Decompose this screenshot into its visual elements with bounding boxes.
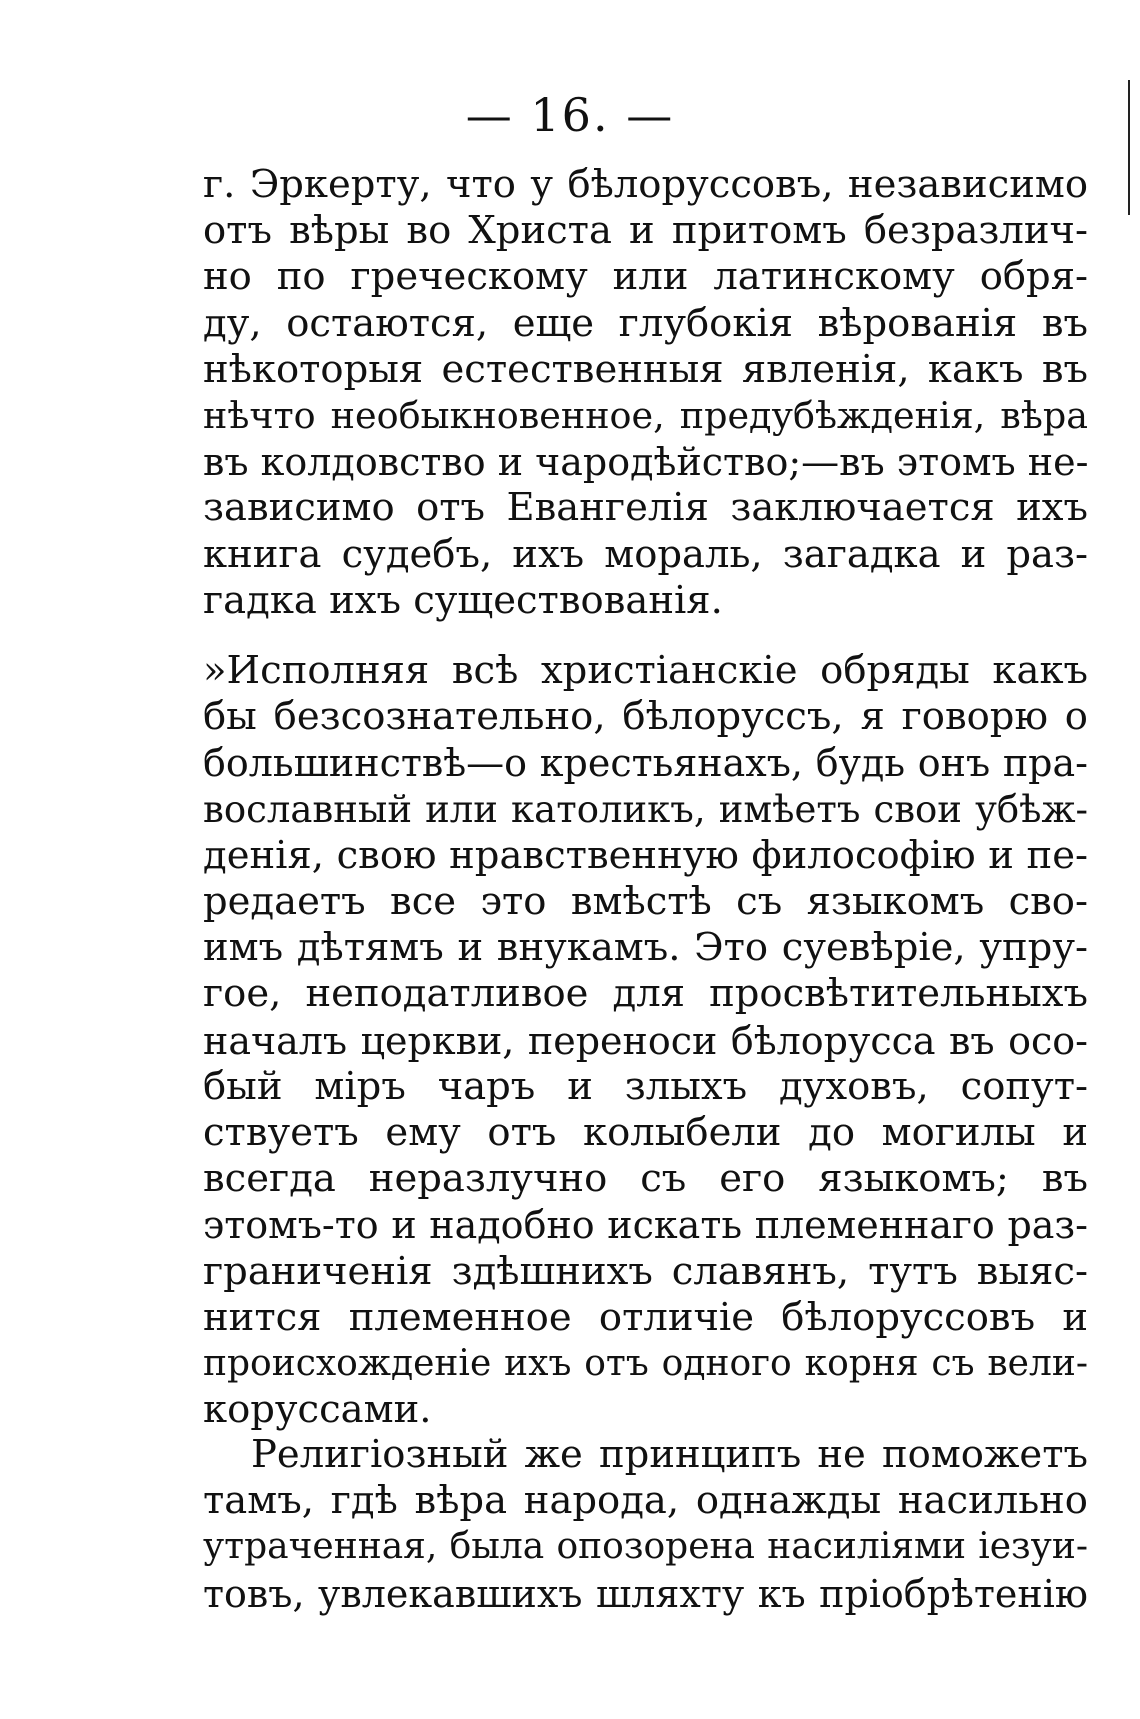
page-number: — 16. — bbox=[465, 88, 675, 142]
text-line: въ колдовство и чародѣйство;—въ этомъ не- bbox=[203, 440, 1089, 485]
paragraph-2 bbox=[203, 648, 1088, 1433]
text-line: нѣкоторыя естественныя явленія, какъ въ bbox=[203, 346, 1088, 392]
text-line: имъ дѣтямъ и внукамъ. Это суевѣріе, упру- bbox=[203, 925, 1088, 971]
text-line: нѣчто необыкновенное, предубѣжденія, вѣра bbox=[203, 394, 1088, 438]
text-line: товъ, увлекавшихъ шляхту къ пріобрѣтенію bbox=[203, 1571, 1088, 1616]
paragraph-3 bbox=[203, 1432, 1088, 1617]
text-line: но по греческому или латинскому обря- bbox=[203, 254, 1088, 300]
paragraph-1 bbox=[203, 162, 1088, 624]
text-line: утраченная, была опозорена насиліями іезуи- bbox=[203, 1526, 1088, 1568]
page-edge-mark bbox=[1128, 80, 1130, 215]
text-line: коруссами. bbox=[203, 1387, 432, 1433]
text-line: началъ церкви, переноси бѣлорусса въ осо- bbox=[203, 1018, 1088, 1063]
text-line: Религіозный же принципъ не поможетъ bbox=[251, 1432, 1088, 1477]
text-line: тамъ, гдѣ вѣра народа, однажды насильно bbox=[203, 1478, 1088, 1524]
text-line: гадка ихъ существованія. bbox=[203, 577, 723, 623]
text-line: бый міръ чаръ и злыхъ духовъ, сопут- bbox=[203, 1063, 1088, 1109]
text-line: вославный или католикъ, имѣетъ свои убѣж- bbox=[203, 787, 1088, 831]
text-line: »Исполняя всѣ христіанскіе обряды какъ bbox=[203, 648, 1088, 693]
text-line: всегда неразлучно съ его языкомъ; въ bbox=[203, 1156, 1088, 1202]
text-line: отъ вѣры во Христа и притомъ безразлич- bbox=[203, 208, 1088, 254]
text-line: происхожденіе ихъ отъ одного корня съ вели- bbox=[203, 1343, 1088, 1385]
text-line: гое, неподатливое для просвѣтительныхъ bbox=[203, 971, 1088, 1017]
text-line: ду, остаются, еще глубокія вѣрованія въ bbox=[203, 300, 1088, 346]
text-line: большинствѣ—о крестьянахъ, будь онъ пра- bbox=[203, 741, 1088, 786]
text-line: ствуетъ ему отъ колыбели до могилы и bbox=[203, 1110, 1088, 1156]
text-line: редаетъ все это вмѣстѣ съ языкомъ сво- bbox=[203, 879, 1088, 925]
text-line: нится племенное отличіе бѣлоруссовъ и bbox=[203, 1294, 1088, 1340]
text-line: этомъ-то и надобно искать племеннаго раз- bbox=[203, 1203, 1088, 1248]
text-line: книга судебъ, ихъ мораль, загадка и раз- bbox=[203, 531, 1088, 577]
text-line: г. Эркерту, что у бѣлоруссовъ, независимо bbox=[203, 162, 1088, 207]
text-line: зависимо отъ Евангелія заключается ихъ bbox=[203, 485, 1088, 531]
text-line: денія, свою нравственную философію и пе- bbox=[203, 832, 1088, 878]
text-line: бы безсознательно, бѣлоруссъ, я говорю о bbox=[203, 694, 1088, 740]
text-line: граниченія здѣшнихъ славянъ, тутъ выяс- bbox=[203, 1248, 1088, 1294]
